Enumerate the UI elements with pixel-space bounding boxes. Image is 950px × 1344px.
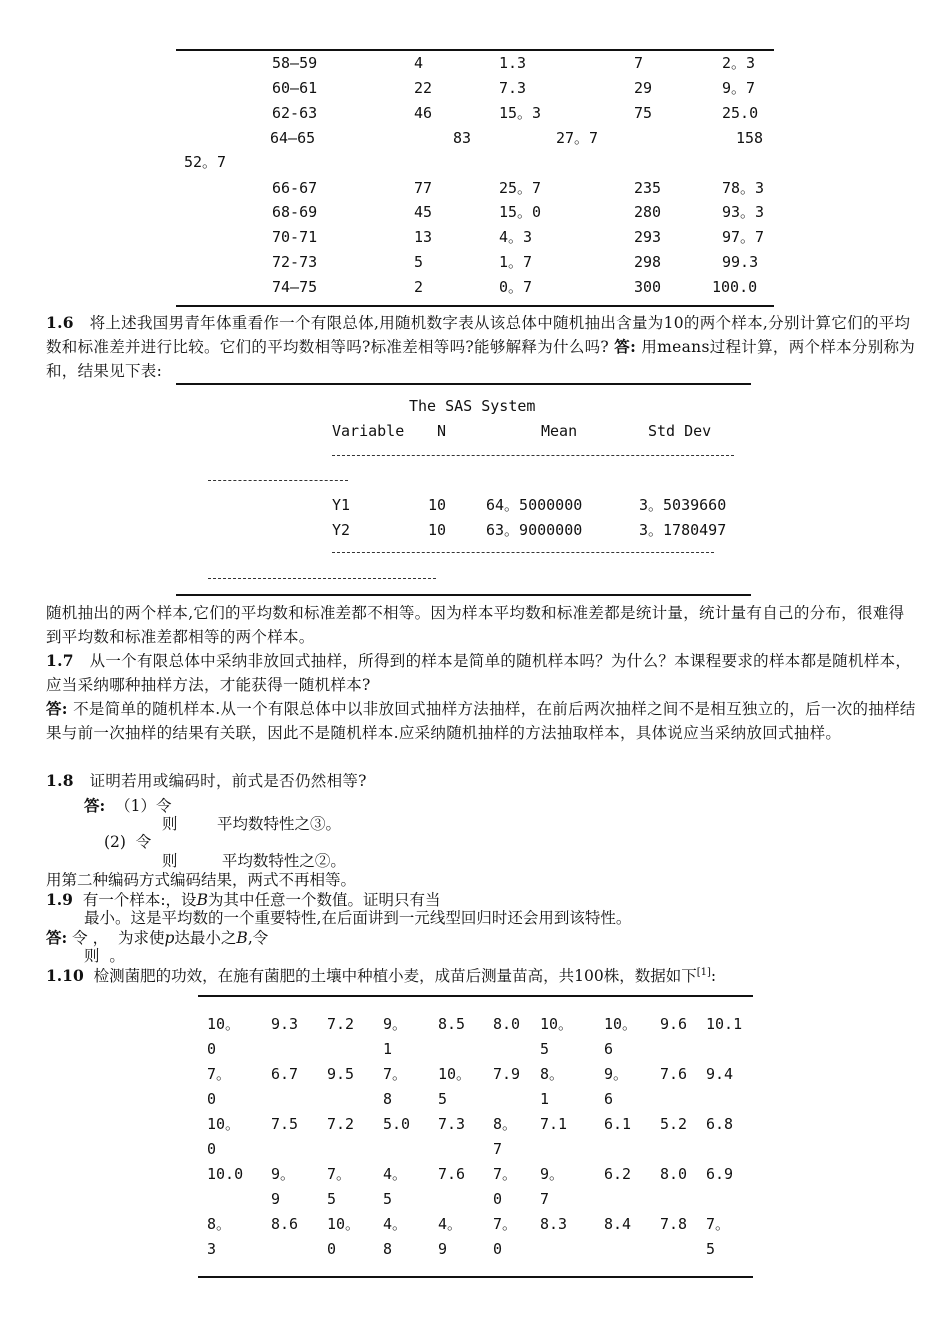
table-cell: 72-73 bbox=[272, 253, 318, 271]
table-cell: 8。 bbox=[207, 1215, 232, 1233]
answer-1-9-line2: 则 。 bbox=[84, 947, 125, 965]
question-text: 将上述我国男青年体重看作一个有限总体,用随机数字表从该总体中随机抽出含量为10的两个样本,分别计算它们的平均数和标准差并进行比较。它们的平均数相等吗?标准差相等吗?能够解释为什么吗? bbox=[46, 314, 911, 356]
table-cell: 6.1 bbox=[604, 1115, 632, 1133]
table-cell: 13 bbox=[414, 228, 433, 246]
table-cell: 10。 bbox=[207, 1115, 241, 1133]
sas-row-mean: 64。5000000 bbox=[486, 496, 583, 514]
table-cell: 0 bbox=[207, 1040, 217, 1058]
table-cell: 9。 bbox=[540, 1165, 565, 1183]
answer-step: 平均数特性之②。 bbox=[221, 852, 346, 870]
sas-row-stddev: 3。1780497 bbox=[639, 521, 727, 539]
question-number: 1.7 bbox=[46, 651, 74, 670]
table-cell: 5 bbox=[383, 1190, 393, 1208]
table-cell: 5 bbox=[414, 253, 424, 271]
table-cell: 15。0 bbox=[499, 203, 542, 221]
table-cell: 15。3 bbox=[499, 104, 542, 122]
table-cell: 75 bbox=[634, 104, 653, 122]
table-cell: 0 bbox=[207, 1140, 217, 1158]
table-cell: 7 bbox=[540, 1190, 550, 1208]
table-cell: 4。3 bbox=[499, 228, 533, 246]
sas-col-stddev: Std Dev bbox=[648, 422, 712, 440]
sas-col-variable: Variable bbox=[332, 422, 405, 440]
table-cell: 5 bbox=[438, 1090, 448, 1108]
table-cell: 9.3 bbox=[271, 1015, 299, 1033]
table-cell: 27。7 bbox=[556, 129, 599, 147]
answer-step: （1）令 bbox=[115, 797, 172, 815]
table-cell: 2。3 bbox=[722, 54, 756, 72]
variable-b: B bbox=[236, 929, 248, 947]
table-cell: 1.3 bbox=[499, 54, 527, 72]
sas-col-n: N bbox=[437, 422, 447, 440]
question-text: 从一个有限总体中采纳非放回式抽样，所得到的样本是简单的随机样本吗？为什么？本课程要求的样本都是随机样本，应当采纳哪种抽样方法，才能获得一随机样本? bbox=[46, 652, 912, 694]
table-cell: 8。 bbox=[493, 1115, 518, 1133]
answer-text: 不是简单的随机样本.从一个有限总体中以非放回式抽样方法抽样，在前后两次抽样之间不是相互独立的，后一次的抽样结果与前一次抽样的结果有关联，因此不是随机样本.应采纳随机抽样的方法抽取样本，具体说应当采纳放回式抽样。 bbox=[46, 700, 916, 742]
table-cell: 9.4 bbox=[706, 1065, 734, 1083]
question-number: 1.8 bbox=[46, 771, 74, 790]
table-cell: 7.5 bbox=[271, 1115, 299, 1133]
table-cell: 3 bbox=[207, 1240, 217, 1258]
sas-row-var: Y2 bbox=[332, 521, 351, 539]
table-cell: 99.3 bbox=[722, 253, 759, 271]
table-cell: 25.0 bbox=[722, 104, 759, 122]
answer-1-8-conclusion: 用第二种编码方式编码结果，两式不再相等。 bbox=[46, 871, 357, 889]
sas-separator bbox=[332, 455, 734, 456]
answer-label: 答: bbox=[46, 928, 68, 947]
table-cell: 62-63 bbox=[272, 104, 318, 122]
table-cell: 298 bbox=[634, 253, 662, 271]
table-cell: 4。 bbox=[438, 1215, 463, 1233]
table-cell: 83 bbox=[453, 129, 472, 147]
table-cell: 74—75 bbox=[272, 278, 318, 296]
answer-label: 答: bbox=[46, 699, 68, 718]
table-cell: 70-71 bbox=[272, 228, 318, 246]
question-1-8 bbox=[46, 769, 916, 793]
sas-row-n: 10 bbox=[428, 521, 447, 539]
question-number: 1.6 bbox=[46, 313, 74, 332]
table-cell: 60—61 bbox=[272, 79, 318, 97]
table-cell: 8.4 bbox=[604, 1215, 632, 1233]
table-cell: 6.7 bbox=[271, 1065, 299, 1083]
table-cell: 300 bbox=[634, 278, 662, 296]
wheat-bottom-rule bbox=[198, 1276, 753, 1278]
question-1-7 bbox=[46, 649, 916, 697]
question-text: 有一个样本:，设 bbox=[82, 891, 197, 909]
table-cell: 293 bbox=[634, 228, 662, 246]
table-bottom-rule bbox=[176, 305, 774, 307]
table-cell: 64—65 bbox=[270, 129, 316, 147]
table-cell: 7.6 bbox=[660, 1065, 688, 1083]
table-cell: 0 bbox=[207, 1090, 217, 1108]
table-cell: 7.8 bbox=[660, 1215, 688, 1233]
table-cell: 22 bbox=[414, 79, 433, 97]
table-cell: 10。 bbox=[207, 1015, 241, 1033]
sas-separator-wrap bbox=[208, 578, 436, 579]
table-cell: 7。 bbox=[706, 1215, 731, 1233]
table-cell: 9.5 bbox=[327, 1065, 355, 1083]
answer-text: 用means过程计算，两个样本分别称为和，结果见下表: bbox=[46, 338, 916, 380]
table-cell: 9。7 bbox=[722, 79, 756, 97]
answer-text: 达最小之 bbox=[174, 929, 237, 947]
table-cell: 6.8 bbox=[706, 1115, 734, 1133]
table-cell: 7。 bbox=[493, 1215, 518, 1233]
table-cell: 6.9 bbox=[706, 1165, 734, 1183]
table-cell: 0 bbox=[327, 1240, 337, 1258]
table-cell: 1。7 bbox=[499, 253, 533, 271]
question-text: 检测菌肥的功效，在施有菌肥的土壤中种植小麦，成苗后测量苗高，共100株，数据如下 bbox=[93, 967, 697, 986]
table-cell: 2 bbox=[414, 278, 424, 296]
table-cell: 7。 bbox=[207, 1065, 232, 1083]
table-cell: 7.6 bbox=[438, 1165, 466, 1183]
answer-1-8-line3: (2) 令 bbox=[104, 833, 152, 851]
answer-label: 答: bbox=[84, 796, 106, 815]
table-cell: 10。 bbox=[604, 1015, 638, 1033]
table-cell: 4 bbox=[414, 54, 424, 72]
sas-separator-wrap bbox=[208, 480, 348, 481]
table-cell: 7.3 bbox=[438, 1115, 466, 1133]
table-cell: 7 bbox=[493, 1140, 503, 1158]
table-cell: 5.0 bbox=[383, 1115, 411, 1133]
sas-row-var: Y1 bbox=[332, 496, 351, 514]
table-cell: 5 bbox=[327, 1190, 337, 1208]
table-cell: 100.0 bbox=[712, 278, 758, 296]
table-cell: 78。3 bbox=[722, 179, 765, 197]
sas-col-mean: Mean bbox=[541, 422, 578, 440]
sas-conclusion: 随机抽出的两个样本,它们的平均数和标准差都不相等。因为样本平均数和标准差都是统计量，统计量有自己的分布，很难得到平均数和标准差都相等的两个样本。 bbox=[46, 604, 905, 646]
table-cell: 9。 bbox=[383, 1015, 408, 1033]
table-cell: 5 bbox=[706, 1240, 716, 1258]
answer-1-8-line1 bbox=[84, 798, 171, 815]
sas-separator bbox=[332, 552, 714, 553]
answer-step: 平均数特性之③。 bbox=[216, 815, 341, 833]
question-text: 为其中任意一个数值。证明只有当 bbox=[207, 891, 441, 909]
table-cell: 10。 bbox=[438, 1065, 472, 1083]
table-cell: 29 bbox=[634, 79, 653, 97]
answer-step: 则 bbox=[162, 815, 178, 833]
sas-title: The SAS System bbox=[409, 397, 536, 415]
table-cell: 97。7 bbox=[722, 228, 765, 246]
table-cell: 158 bbox=[736, 129, 764, 147]
table-cell: 1 bbox=[540, 1090, 550, 1108]
table-top-rule bbox=[176, 49, 774, 51]
answer-text: ,令 bbox=[247, 929, 269, 947]
question-1-6 bbox=[46, 311, 916, 383]
table-cell: 45 bbox=[414, 203, 433, 221]
table-cell: 235 bbox=[634, 179, 662, 197]
table-cell: 8。 bbox=[540, 1065, 565, 1083]
question-1-10 bbox=[46, 968, 716, 985]
table-cell: 280 bbox=[634, 203, 662, 221]
table-cell: 8.3 bbox=[540, 1215, 568, 1233]
table-cell: 10.1 bbox=[706, 1015, 743, 1033]
table-cell: 52。7 bbox=[184, 153, 227, 171]
answer-step: 则 bbox=[162, 852, 178, 870]
table-cell: 7。 bbox=[383, 1065, 408, 1083]
table-cell: 10。 bbox=[540, 1015, 574, 1033]
table-cell: 8 bbox=[383, 1240, 393, 1258]
sas-bottom-rule bbox=[176, 594, 751, 596]
sas-row-mean: 63。9000000 bbox=[486, 521, 583, 539]
table-cell: 7.9 bbox=[493, 1065, 521, 1083]
table-cell: 9。 bbox=[604, 1065, 629, 1083]
table-cell: 68-69 bbox=[272, 203, 318, 221]
table-cell: 77 bbox=[414, 179, 433, 197]
table-cell: 0 bbox=[493, 1190, 503, 1208]
table-cell: 58—59 bbox=[272, 54, 318, 72]
table-cell: 0 bbox=[493, 1240, 503, 1258]
table-cell: 7.2 bbox=[327, 1015, 355, 1033]
table-cell: 8.0 bbox=[660, 1165, 688, 1183]
question-1-9 bbox=[46, 892, 440, 909]
question-text: : bbox=[710, 967, 717, 986]
table-cell: 5 bbox=[540, 1040, 550, 1058]
table-cell: 7。 bbox=[327, 1165, 352, 1183]
answer-label: 答: bbox=[614, 337, 637, 356]
table-cell: 8.6 bbox=[271, 1215, 299, 1233]
table-cell: 4。 bbox=[383, 1215, 408, 1233]
table-cell: 0。7 bbox=[499, 278, 533, 296]
answer-1-7 bbox=[46, 697, 916, 745]
table-cell: 7.2 bbox=[327, 1115, 355, 1133]
variable-p: p bbox=[164, 929, 175, 947]
table-cell: 1 bbox=[383, 1040, 393, 1058]
table-cell: 6.2 bbox=[604, 1165, 632, 1183]
sas-row-stddev: 3。5039660 bbox=[639, 496, 727, 514]
table-cell: 7。 bbox=[493, 1165, 518, 1183]
citation: [1] bbox=[696, 967, 711, 978]
answer-1-8-line2 bbox=[162, 817, 341, 833]
answer-1-9 bbox=[46, 930, 268, 947]
table-cell: 7.1 bbox=[540, 1115, 568, 1133]
table-cell: 10.0 bbox=[207, 1165, 244, 1183]
question-1-9-line2: 最小。这是平均数的一个重要特性,在后面讲到一元线型回归时还会用到该特性。 bbox=[84, 909, 632, 927]
question-text: 证明若用或编码时，前式是否仍然相等? bbox=[89, 772, 367, 790]
table-cell: 8 bbox=[383, 1090, 393, 1108]
table-cell: 10。 bbox=[327, 1215, 361, 1233]
question-number: 1.10 bbox=[46, 966, 84, 986]
sas-row-n: 10 bbox=[428, 496, 447, 514]
table-cell: 25。7 bbox=[499, 179, 542, 197]
variable-b: B bbox=[196, 891, 208, 909]
table-cell: 93。3 bbox=[722, 203, 765, 221]
table-cell: 4。 bbox=[383, 1165, 408, 1183]
table-cell: 8.5 bbox=[438, 1015, 466, 1033]
sas-top-rule bbox=[176, 383, 751, 385]
question-number: 1.9 bbox=[46, 890, 73, 909]
table-cell: 7 bbox=[634, 54, 644, 72]
answer-1-8-line4 bbox=[162, 854, 346, 870]
answer-text: 令 ， 为求使 bbox=[72, 929, 165, 947]
table-cell: 9 bbox=[271, 1190, 281, 1208]
table-cell: 66-67 bbox=[272, 179, 318, 197]
table-cell: 9。 bbox=[271, 1165, 296, 1183]
table-cell: 5.2 bbox=[660, 1115, 688, 1133]
table-cell: 6 bbox=[604, 1090, 614, 1108]
table-cell: 7.3 bbox=[499, 79, 527, 97]
table-cell: 9.6 bbox=[660, 1015, 688, 1033]
table-cell: 9 bbox=[438, 1240, 448, 1258]
table-cell: 6 bbox=[604, 1040, 614, 1058]
table-cell: 8.0 bbox=[493, 1015, 521, 1033]
wheat-top-rule bbox=[198, 995, 753, 997]
table-cell: 46 bbox=[414, 104, 433, 122]
